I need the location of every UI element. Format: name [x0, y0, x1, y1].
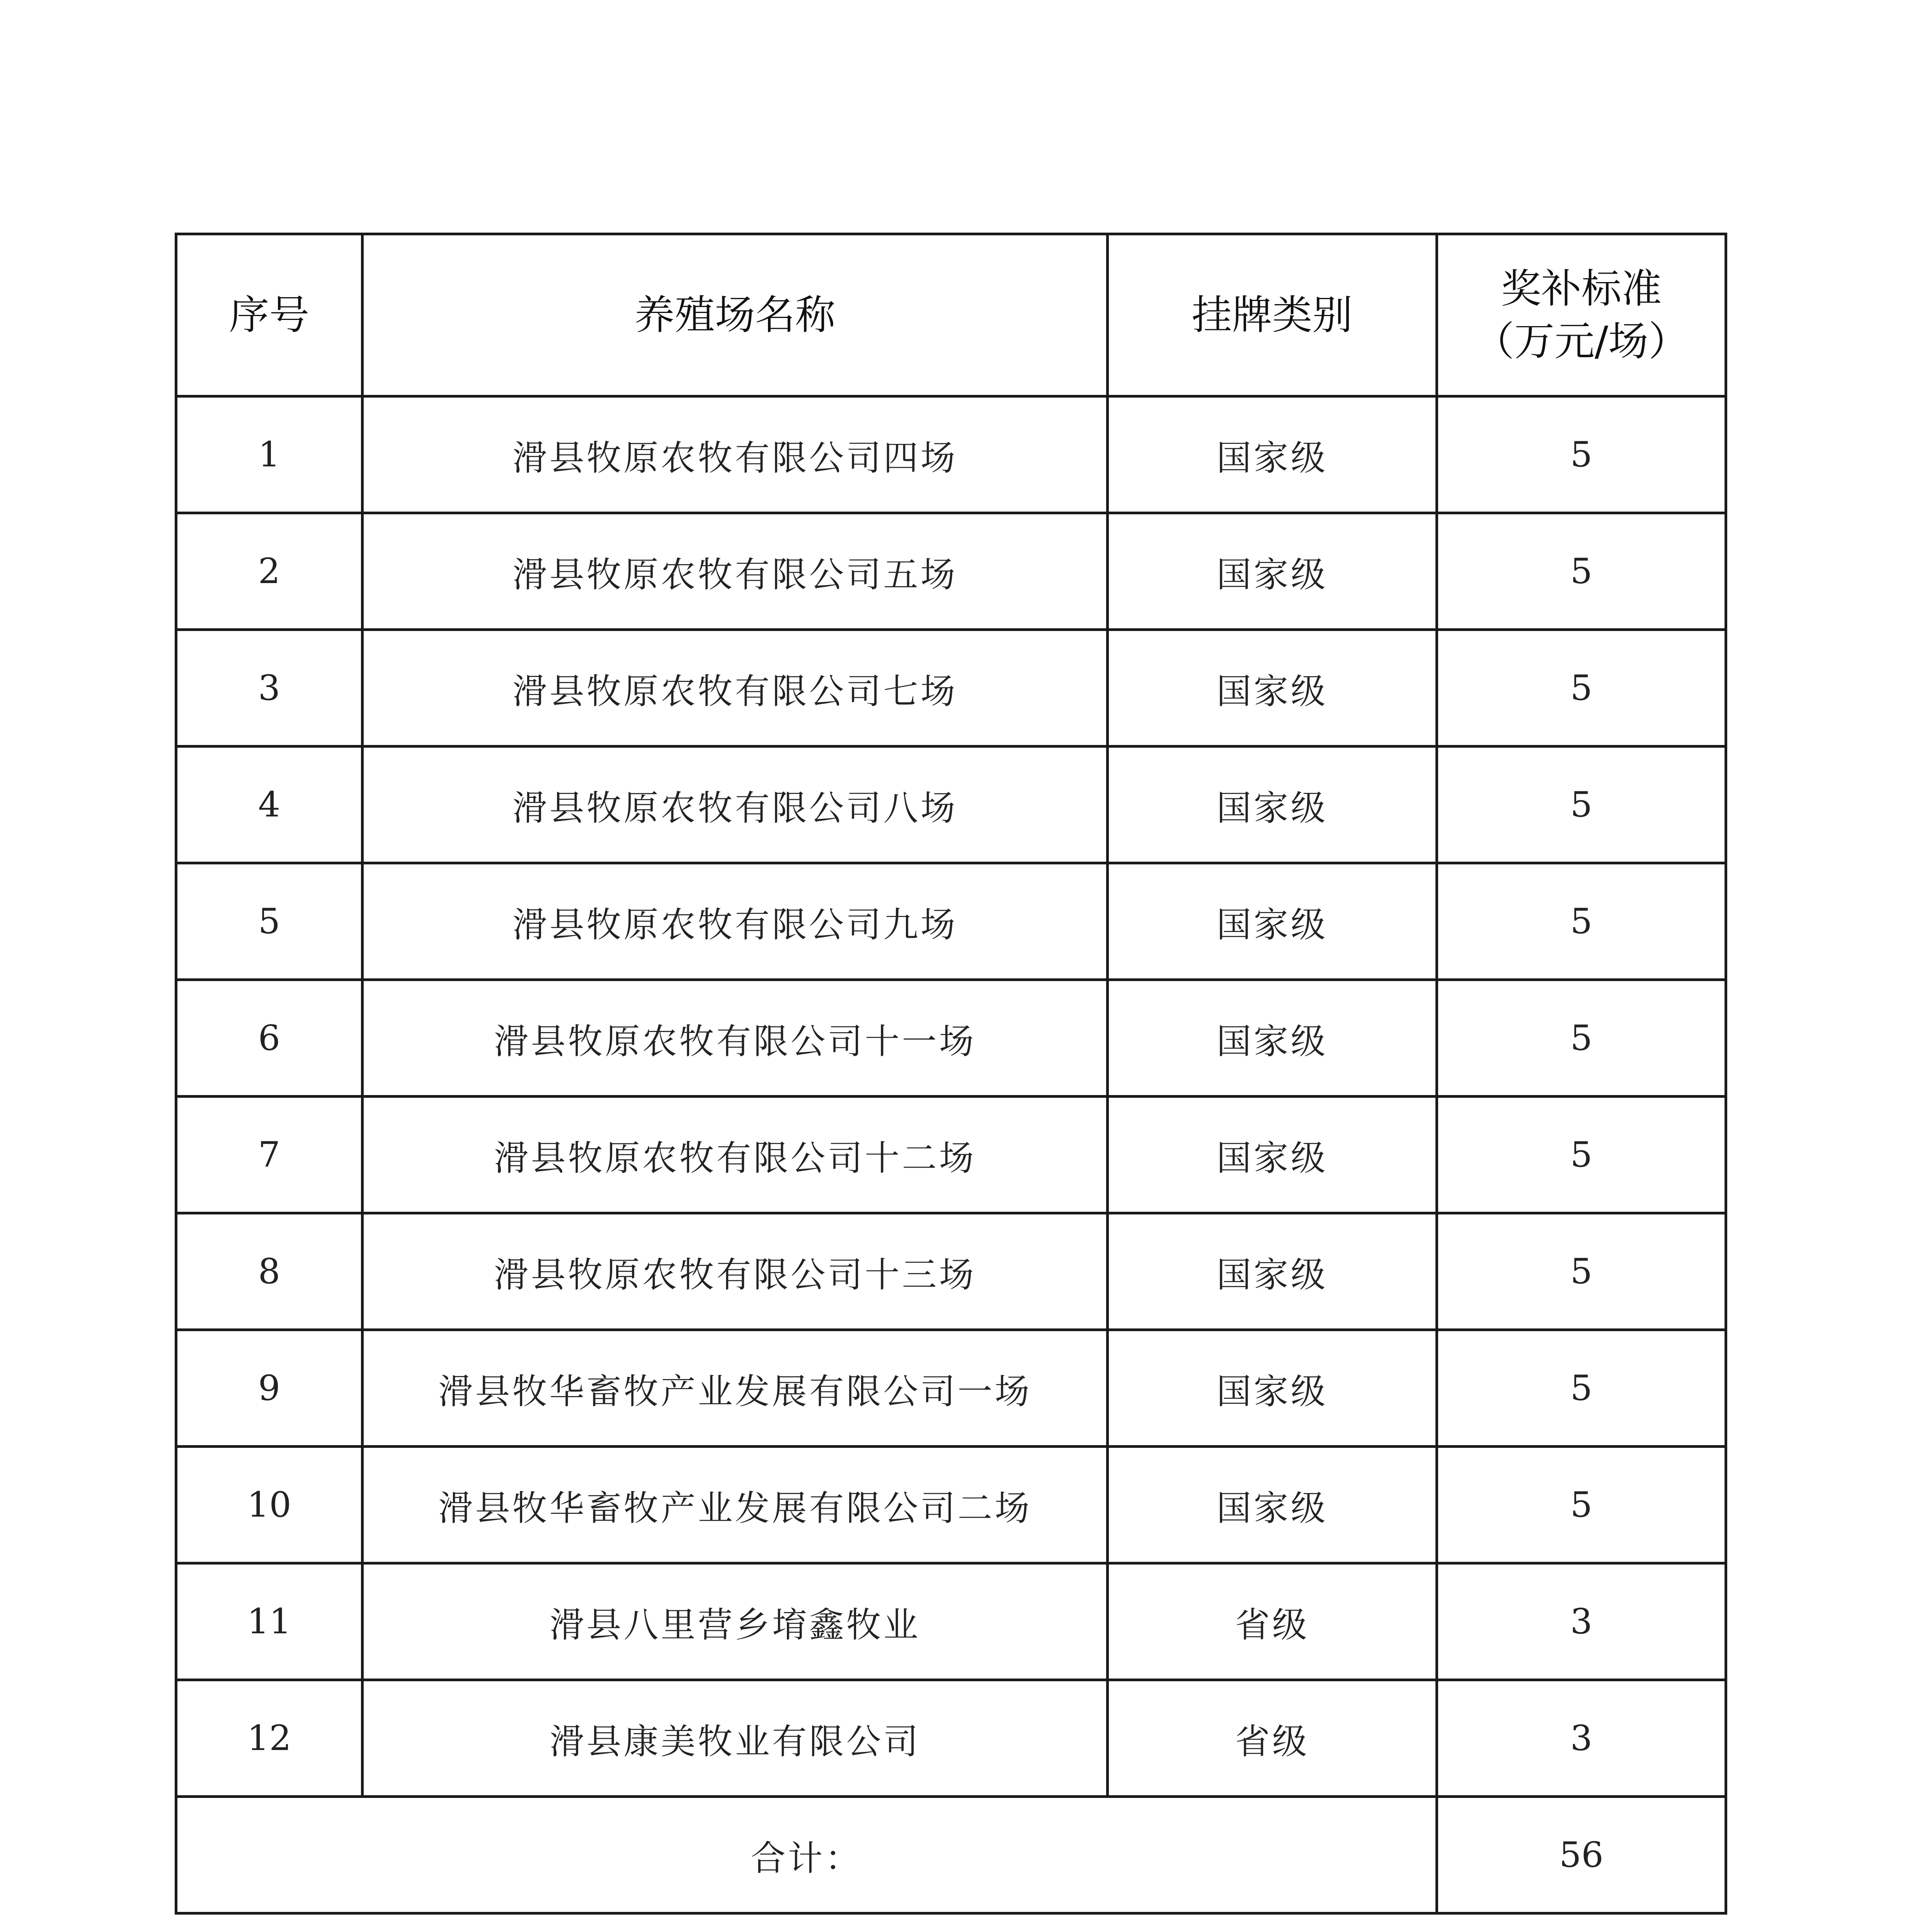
cell-index: 8 — [176, 1213, 363, 1330]
table-row — [176, 396, 1726, 513]
cell-index: 5 — [176, 863, 363, 980]
cell-index: 1 — [176, 396, 363, 513]
total-label: 合计： — [176, 1797, 1437, 1913]
table-row — [176, 1563, 1726, 1680]
cell-category: 国家级 — [1108, 513, 1437, 630]
cell-standard: 5 — [1437, 863, 1726, 980]
cell-farm-name: 滑县牧华畜牧产业发展有限公司一场 — [363, 1330, 1108, 1447]
cell-standard: 5 — [1437, 1097, 1726, 1213]
table-row — [176, 1447, 1726, 1563]
award-table — [175, 233, 1727, 1915]
cell-index: 9 — [176, 1330, 363, 1447]
cell-farm-name: 滑县牧原农牧有限公司十一场 — [363, 980, 1108, 1097]
cell-farm-name: 滑县牧原农牧有限公司八场 — [363, 747, 1108, 863]
cell-index: 2 — [176, 513, 363, 630]
cell-farm-name: 滑县牧原农牧有限公司四场 — [363, 396, 1108, 513]
cell-farm-name: 滑县牧华畜牧产业发展有限公司二场 — [363, 1447, 1108, 1563]
cell-standard: 3 — [1437, 1680, 1726, 1797]
cell-standard: 5 — [1437, 747, 1726, 863]
cell-category: 国家级 — [1108, 1447, 1437, 1563]
total-value: 56 — [1437, 1797, 1726, 1913]
cell-standard: 5 — [1437, 980, 1726, 1097]
cell-category: 国家级 — [1108, 747, 1437, 863]
cell-farm-name: 滑县牧原农牧有限公司九场 — [363, 863, 1108, 980]
cell-farm-name: 滑县牧原农牧有限公司十三场 — [363, 1213, 1108, 1330]
cell-farm-name: 滑县牧原农牧有限公司十二场 — [363, 1097, 1108, 1213]
table-row — [176, 513, 1726, 630]
cell-standard: 5 — [1437, 1213, 1726, 1330]
table-row — [176, 980, 1726, 1097]
cell-standard: 5 — [1437, 1330, 1726, 1447]
table-row — [176, 1680, 1726, 1797]
table-header-row — [176, 234, 1726, 396]
table-row — [176, 1213, 1726, 1330]
header-standard — [1437, 234, 1726, 396]
cell-farm-name: 滑县牧原农牧有限公司五场 — [363, 513, 1108, 630]
cell-standard: 5 — [1437, 630, 1726, 747]
cell-index: 6 — [176, 980, 363, 1097]
cell-index: 3 — [176, 630, 363, 747]
header-standard-line2: （万元/场） — [1474, 317, 1689, 365]
cell-standard: 5 — [1437, 396, 1726, 513]
cell-index: 4 — [176, 747, 363, 863]
cell-index: 11 — [176, 1563, 363, 1680]
total-row — [176, 1797, 1726, 1913]
cell-category: 国家级 — [1108, 863, 1437, 980]
cell-index: 7 — [176, 1097, 363, 1213]
cell-farm-name: 滑县八里营乡堉鑫牧业 — [363, 1563, 1108, 1680]
header-standard-line1: 奖补标准 — [1501, 265, 1662, 313]
cell-category: 国家级 — [1108, 980, 1437, 1097]
header-index: 序号 — [176, 234, 363, 396]
header-farm-name: 养殖场名称 — [363, 234, 1108, 396]
cell-category: 国家级 — [1108, 1330, 1437, 1447]
cell-category: 国家级 — [1108, 630, 1437, 747]
cell-category: 国家级 — [1108, 1097, 1437, 1213]
table-body — [176, 396, 1726, 1797]
cell-farm-name: 滑县牧原农牧有限公司七场 — [363, 630, 1108, 747]
cell-standard: 5 — [1437, 1447, 1726, 1563]
cell-category: 国家级 — [1108, 396, 1437, 513]
cell-category: 省级 — [1108, 1563, 1437, 1680]
cell-index: 12 — [176, 1680, 363, 1797]
table-row — [176, 630, 1726, 747]
cell-farm-name: 滑县康美牧业有限公司 — [363, 1680, 1108, 1797]
header-category: 挂牌类别 — [1108, 234, 1437, 396]
cell-standard: 3 — [1437, 1563, 1726, 1680]
cell-index: 10 — [176, 1447, 363, 1563]
cell-standard: 5 — [1437, 513, 1726, 630]
table-row — [176, 1330, 1726, 1447]
cell-category: 国家级 — [1108, 1213, 1437, 1330]
table-row — [176, 747, 1726, 863]
cell-category: 省级 — [1108, 1680, 1437, 1797]
table-row — [176, 1097, 1726, 1213]
table-row — [176, 863, 1726, 980]
